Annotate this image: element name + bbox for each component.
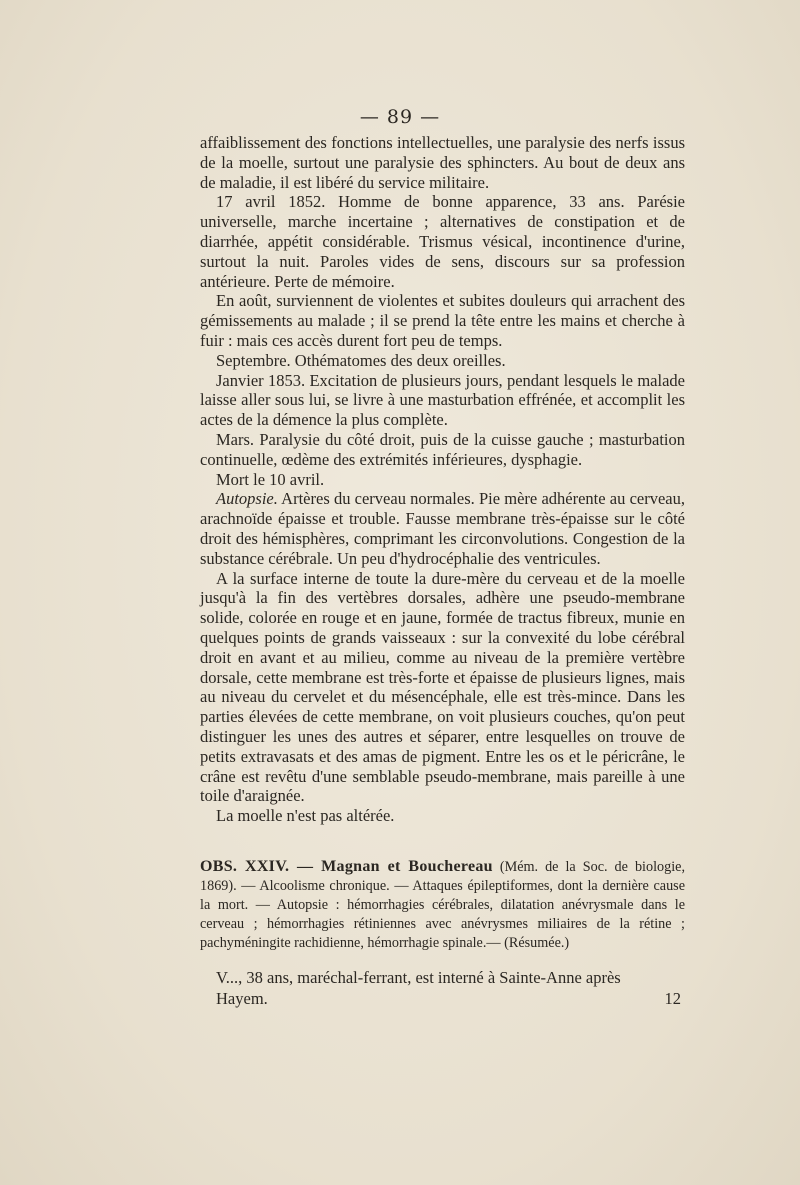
obs-authors: Magnan et Bouchereau (321, 858, 493, 875)
signature-row (200, 988, 685, 1009)
paragraph: A la surface interne de toute la dure-mère du cerveau et de la moelle jusqu'à la fin des vertèbres dorsales, adhère une pseudo-membrane solide, colorée en rouge et en jaune, formée de tractus fibreux, munie en quelques points de grands vaisseaux : sur la convexité du lobe cérébral droit en avant et au milieu, comme au niveau de la première vertèbre dorsale, cette membrane est très-forte et épaisse de plusieurs lignes, mais au niveau du cervelet et du mésencéphale, elle est très-mince. Dans les parties élevées de cette membrane, on voit plusieurs couches, qu'on peut distinguer les unes des autres et séparer, entre lesquelles on trouve de petits extravasats et des amas de pigment. Entre les os et le péricrâne, le crâne est revêtu d'une semblable pseudo-membrane, mais pareille à une toile d'araignée. (200, 568, 685, 806)
paragraph: Janvier 1853. Excitation de plusieurs jours, pendant lesquels le malade laisse aller sous lui, se livre à une masturbation effrénée, et accomplit les actes de la démence la plus complète. (200, 370, 685, 430)
bottom-text (200, 967, 685, 1009)
page-number: — 89 — (359, 106, 441, 128)
paragraph: En août, surviennent de violentes et subites douleurs qui arrachent des gémissements au malade ; il se prend la tête entre les mains et cherche à fuir : mais ces accès durent fort peu de temps. (200, 291, 685, 350)
signature-mark: Hayem. (216, 989, 268, 1008)
paragraph: Mort le 10 avril. (216, 469, 325, 489)
main-text (200, 133, 685, 826)
paragraph: La moelle n'est pas altérée. (216, 806, 395, 826)
paragraph: Mars. Paralysie du côté droit, puis de la cuisse gauche ; masturbation continuelle, œdème des extrémités inférieures, dysphagie. (200, 429, 685, 469)
paragraph (200, 489, 685, 568)
autopsie-text: Artères du cerveau normales. Pie mère adhérente au cerveau, arachnoïde épaisse et trouble. Fausse membrane très-épaisse sur le côté droit des hémisphères, comprimant les circonvolutions. Congestion de la substance cérébrale. Un peu d'hydrocéphalie des ventricules. (200, 489, 685, 568)
obs-label: OBS. XXIV. — (200, 858, 322, 875)
paragraph: affaiblissement des fonctions intellectuelles, une paralysie des nerfs issus de la moelle, surtout une paralysie des sphincters. Au bout de deux ans de maladie, il est libéré du service militaire. (200, 133, 685, 192)
sheet-number: 12 (664, 989, 681, 1008)
autopsie-label: Autopsie. (216, 489, 278, 509)
paragraph: 17 avril 1852. Homme de bonne apparence, 33 ans. Parésie universelle, marche incertaine ; alternatives de constipation et de diarrhée, appétit considérable. Trismus vésical, incontinence d'urine, surtout la nuit. Paroles vides de sens, discours sur sa profession antérieure. Perte de mémoire. (200, 192, 685, 291)
paragraph: V..., 38 ans, maréchal-ferrant, est interné à Sainte-Anne après (216, 968, 621, 987)
paragraph: Septembre. Othématomes des deux oreilles. (216, 350, 506, 370)
observation-heading (200, 857, 685, 953)
obs-summary: (Mém. de la Soc. de biologie, 1869). — Alcoolisme chronique. — Attaques épileptiformes, dont la dernière cause la mort. — Autopsie : hémorrhagies cérébrales, dilatation anévrysmale dans le cerveau ; hémorrhagies rétiniennes avec anévrysmes miliaires de la rétine ; pachyméningite rachidienne, hémorrhagie spinale.— (Résumée.) (200, 859, 685, 951)
